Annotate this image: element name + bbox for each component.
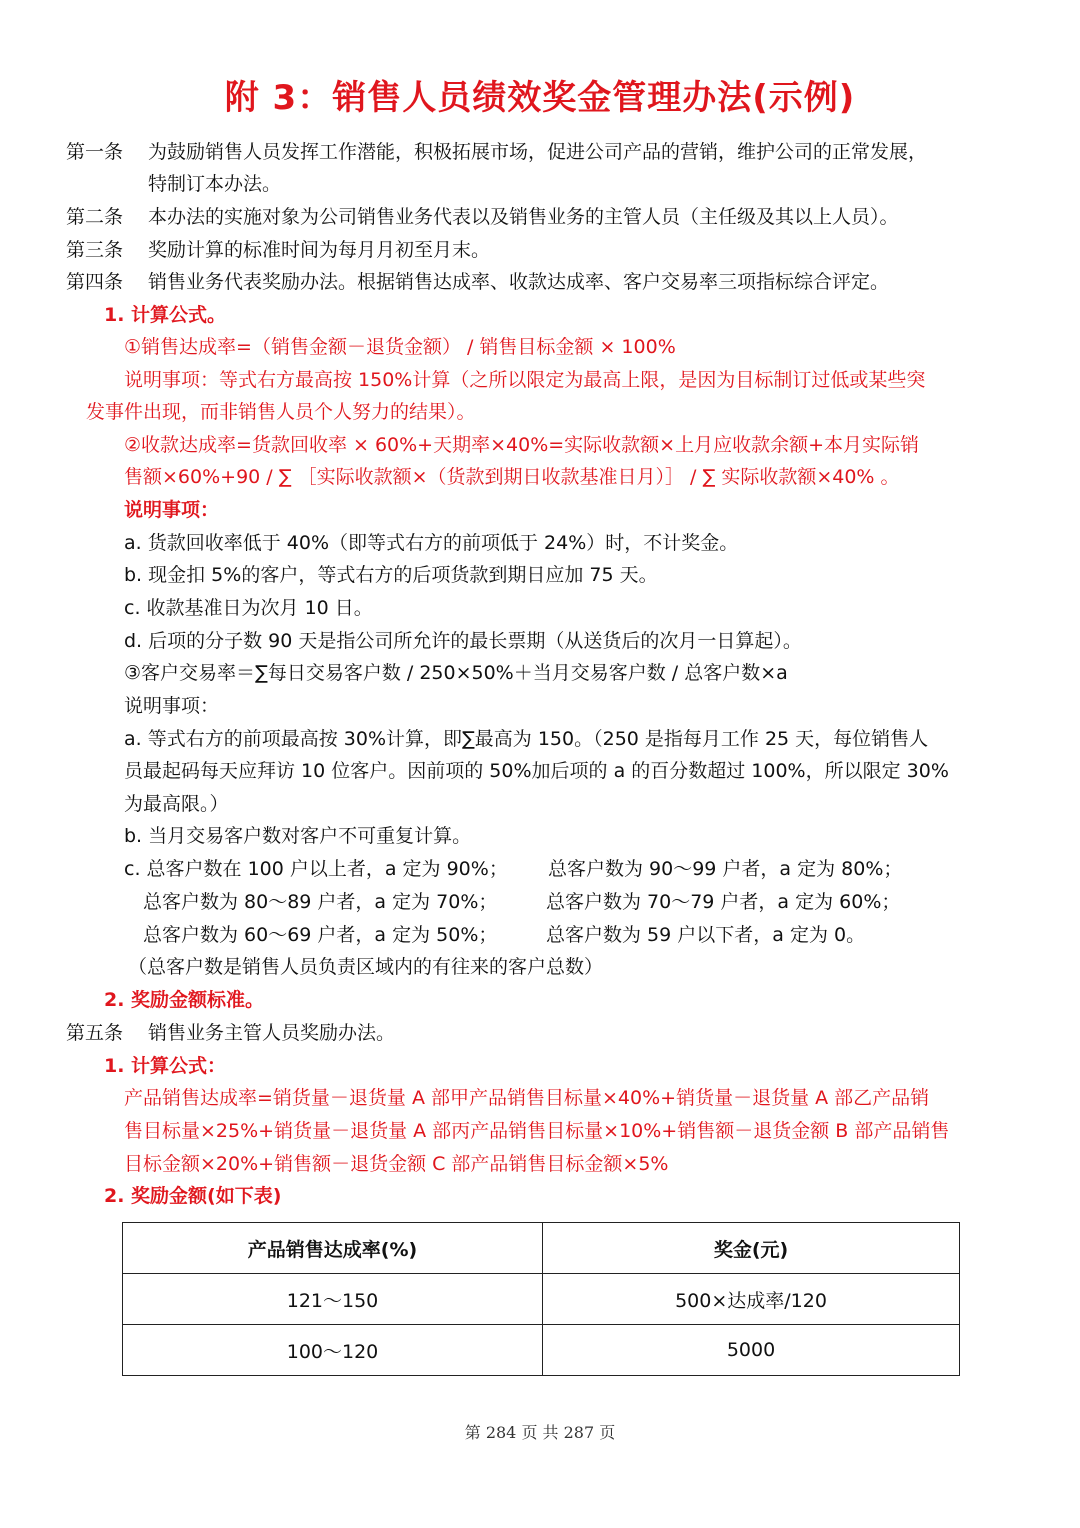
formula-line: 目标金额×20%+销售额－退货金额 C 部产品销售目标金额×5% — [124, 1153, 669, 1175]
note-item: 总客户数为 59 户以下者，a 定为 0。 — [546, 924, 866, 946]
bonus-table — [122, 1222, 960, 1376]
note-item: 员最起码每天应拜访 10 位客户。因前项的 50%加后项的 a 的百分数超过 100%，所以限定 30% — [124, 760, 949, 782]
table-cell: 500×达成率/120 — [543, 1274, 960, 1325]
note-item: c. 总客户数在 100 户以上者，a 定为 90%； — [124, 858, 508, 880]
note-item: b. 现金扣 5%的客户，等式右方的后项货款到期日应加 75 天。 — [124, 564, 658, 586]
article-label: 第二条 — [66, 206, 124, 228]
note-item: a. 货款回收率低于 40%（即等式右方的前项低于 24%）时，不计奖金。 — [124, 532, 739, 554]
formula-sales-rate: ①销售达成率=（销售金额－退货金额） / 销售目标金额 × 100% — [124, 336, 676, 358]
table-header: 奖金(元) — [543, 1223, 960, 1274]
note-item: a. 等式右方的前项最高按 30%计算，即∑最高为 150。（250 是指每月工作 25 天，每位销售人 — [124, 728, 929, 750]
note-item: 总客户数为 70～79 户者，a 定为 60%； — [546, 891, 901, 913]
article-text: 销售业务主管人员奖励办法。 — [148, 1022, 396, 1044]
formula-line: 产品销售达成率=销货量－退货量 A 部甲产品销售目标量×40%+销货量－退货量 A 部乙产品销 — [124, 1087, 930, 1109]
section-heading: 1. 计算公式。 — [104, 304, 227, 326]
note-item: （总客户数是销售人员负责区域内的有往来的客户总数） — [128, 956, 604, 978]
article-label: 第五条 — [66, 1022, 124, 1044]
article-text: 本办法的实施对象为公司销售业务代表以及销售业务的主管人员（主任级及其以上人员）。 — [148, 206, 899, 228]
note-line: 说明事项：等式右方最高按 150%计算（之所以限定为最高上限，是因为目标制订过低或某些突 — [124, 369, 926, 391]
article-5 — [66, 1019, 395, 1047]
article-2 — [66, 203, 899, 231]
article-text: 销售业务代表奖励办法。根据销售达成率、收款达成率、客户交易率三项指标综合评定。 — [148, 271, 890, 293]
note-item: c. 收款基准日为次月 10 日。 — [124, 597, 373, 619]
section-heading: 1. 计算公式： — [104, 1055, 227, 1077]
table-cell: 121～150 — [123, 1274, 543, 1325]
table-row — [123, 1325, 960, 1376]
article-1-cont: 特制订本办法。 — [148, 173, 282, 195]
section-heading: 2. 奖励金额标准。 — [104, 989, 265, 1011]
table-header-row — [123, 1223, 960, 1274]
note-item: 为最高限。） — [124, 793, 229, 815]
note-heading: 说明事项： — [124, 499, 220, 521]
table-cell: 100～120 — [123, 1325, 543, 1376]
formula-collection-rate-cont: 售额×60%+90 / ∑ ［实际收款额×（货款到期日收款基准日月）］ / ∑ 实际收款额×40% 。 — [124, 466, 900, 488]
article-3 — [66, 236, 490, 264]
formula-customer-rate: ③客户交易率＝∑每日交易客户数 / 250×50%＋当月交易客户数 / 总客户数×a — [124, 662, 788, 684]
table-header: 产品销售达成率(%) — [123, 1223, 543, 1274]
article-text: 奖励计算的标准时间为每月月初至月末。 — [148, 239, 491, 261]
note-item: 总客户数为 60～69 户者，a 定为 50%； — [143, 924, 498, 946]
table-cell: 5000 — [543, 1325, 960, 1376]
article-text: 为鼓励销售人员发挥工作潜能，积极拓展市场，促进公司产品的营销，维护公司的正常发展， — [148, 141, 928, 163]
formula-line: 售目标量×25%+销货量－退货量 A 部丙产品销售目标量×10%+销售额－退货金额 B 部产品销售 — [124, 1120, 950, 1142]
table-row — [123, 1274, 960, 1325]
section-heading: 2. 奖励金额(如下表) — [104, 1185, 282, 1207]
formula-collection-rate: ②收款达成率=货款回收率 × 60%+天期率×40%=实际收款额×上月应收款余额+本月实际销 — [124, 434, 920, 456]
note-heading: 说明事项： — [124, 695, 220, 717]
note-item: 总客户数为 80～89 户者，a 定为 70%； — [143, 891, 498, 913]
article-label: 第一条 — [66, 141, 124, 163]
page-title: 附 3：销售人员绩效奖金管理办法(示例) — [224, 78, 856, 118]
note-item: d. 后项的分子数 90 天是指公司所允许的最长票期（从送货后的次月一日算起）。 — [124, 630, 802, 652]
note-item: b. 当月交易客户数对客户不可重复计算。 — [124, 825, 472, 847]
article-4 — [66, 268, 889, 296]
page-footer: 第 284 页 共 287 页 — [464, 1423, 616, 1442]
article-label: 第三条 — [66, 239, 124, 261]
article-1 — [66, 138, 927, 166]
note-item: 总客户数为 90～99 户者，a 定为 80%； — [548, 858, 903, 880]
note-line: 发事件出现，而非销售人员个人努力的结果）。 — [86, 401, 476, 423]
article-label: 第四条 — [66, 271, 124, 293]
